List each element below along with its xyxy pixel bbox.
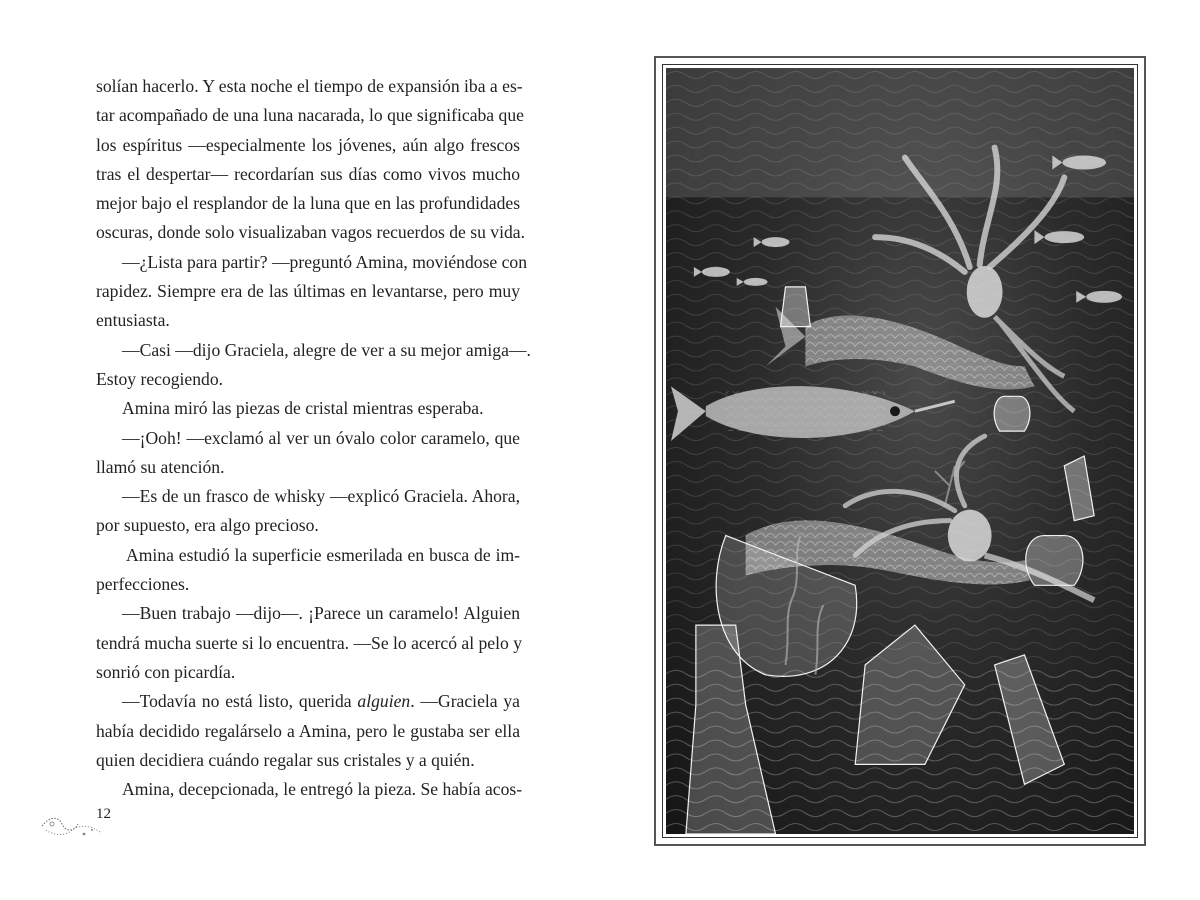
text-line: mejor bajo el resplandor de la luna que en las profundidades [96, 193, 521, 214]
text-line: había decidido regalárselo a Amina, pero le gustaba ser ella [96, 720, 520, 741]
page-number: 12 [96, 806, 111, 822]
italic-word: alguien [357, 691, 411, 712]
text-line: llamó su atención. [96, 456, 225, 477]
text-line: tar acompañado de una luna nacarada, lo que significaba que [96, 105, 524, 126]
text-line: entusiasta. [96, 310, 170, 331]
text-line: rapidez. Siempre era de las últimas en levantarse, pero muy [96, 281, 520, 302]
text-page [96, 72, 531, 804]
text-line: Amina, decepcionada, le entregó la pieza. Se había acos- [122, 779, 523, 800]
text-line [96, 687, 520, 716]
text-line: tendrá mucha suerte si lo encuentra. —Se lo acercó al pelo y [96, 632, 522, 653]
mermaid-illustration [666, 68, 1134, 834]
text-line: —Casi —dijo Graciela, alegre de ver a su mejor amiga—. [122, 339, 531, 360]
text-line: Estoy recogiendo. [96, 368, 224, 389]
text-line: —¿Lista para partir? —preguntó Amina, moviéndose con [122, 251, 528, 272]
text-line: —¡Ooh! —exclamó al ver un óvalo color caramelo, que [122, 427, 520, 448]
text-line: oscuras, donde solo visualizaban vagos recuerdos de su vida. [96, 222, 525, 243]
text-line: —Buen trabajo —dijo—. ¡Parece un caramelo! Alguien [122, 603, 520, 624]
text-line: quien decidiera cuándo regalar sus cristales y a quién. [96, 749, 475, 770]
text-line: solían hacerlo. Y esta noche el tiempo de expansión iba a es- [96, 76, 523, 96]
text-line: los espíritus —especialmente los jóvenes, aún algo frescos [96, 134, 520, 155]
text-line: por supuesto, era algo precioso. [96, 515, 319, 536]
text-line: —Es de un frasco de whisky —explicó Graciela. Ahora, [122, 486, 520, 507]
text-line: Amina estudió la superficie esmerilada en busca de im- [126, 544, 520, 565]
text-line: perfecciones. [96, 574, 190, 595]
text-line: Amina miró las piezas de cristal mientras esperaba. [122, 398, 484, 419]
illustration-frame [654, 56, 1146, 846]
text-line: sonrió con picardía. [96, 661, 236, 682]
text-run: . —Graciela ya [410, 691, 520, 712]
text-line: tras el despertar— recordarían sus días como vivos mucho [96, 163, 520, 184]
mermaid-illustration-art [666, 68, 1134, 834]
illustration-inner-border [662, 64, 1138, 838]
text-run: —Todavía no está listo, querida [122, 691, 358, 712]
